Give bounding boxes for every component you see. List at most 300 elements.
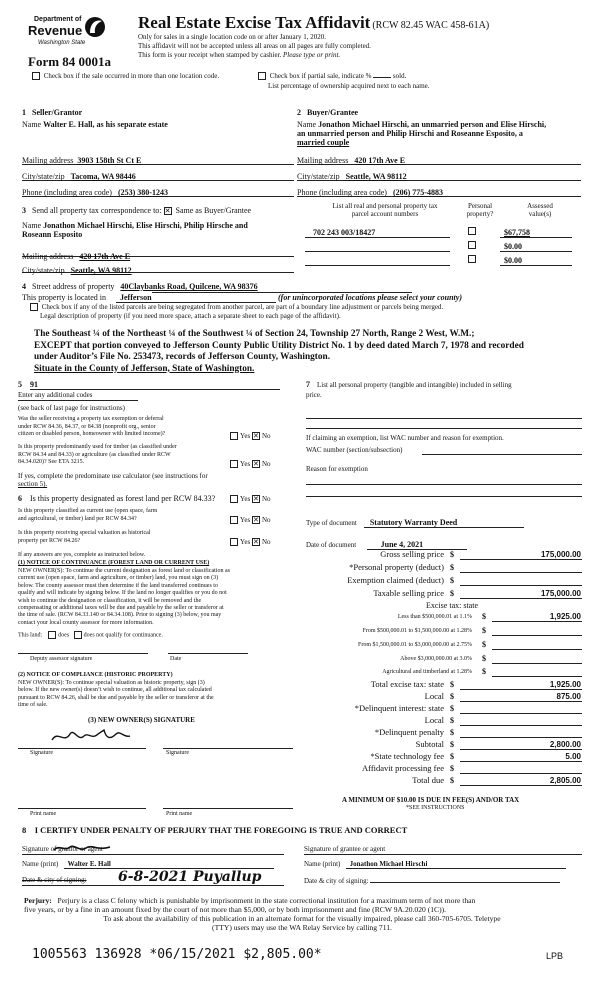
wac-label: WAC number (section/subsection): [306, 446, 403, 454]
local-label: Local: [424, 691, 444, 701]
personal-property-list: [306, 380, 582, 400]
owner-signature-label: Signature: [30, 750, 53, 756]
tech-fee-value[interactable]: 5.00: [460, 752, 582, 762]
nc-line-5: wish to continue the designation or classification, it will be removed and the: [18, 597, 202, 604]
personal-property-label-2: price.: [306, 391, 322, 399]
owner-print-label-2: Print name: [166, 811, 193, 817]
yes-label: Yes: [240, 432, 251, 440]
owner-print-field[interactable]: [18, 808, 146, 809]
delinquent-state-value[interactable]: [460, 704, 582, 714]
perjury-text-4: (TTY) users may use the WA Relay Service by calling 711.: [212, 923, 392, 932]
doc-date-label: Date of document: [306, 541, 357, 549]
buyer-name-3[interactable]: married couple: [297, 138, 350, 148]
grantee-date-field[interactable]: [370, 882, 560, 883]
nc-line-1: NEW OWNER(S): To continue the current designation as forest land or classification as: [18, 568, 230, 574]
subtotal-value[interactable]: 2,800.00: [460, 740, 582, 750]
delinquent-local-label: Local: [424, 715, 444, 725]
additional-codes-field[interactable]: [18, 400, 138, 401]
exemption-deduct-value[interactable]: [460, 576, 582, 586]
calc-note: [18, 472, 208, 488]
seller-mailing-row: [22, 156, 141, 165]
no-label: No: [261, 460, 271, 468]
section-7-num: 7: [306, 380, 310, 389]
dollar-sign: $: [450, 764, 454, 773]
certify-row: [22, 826, 407, 836]
nc-line-4: qualify and will indicate by signing below. If the land no longer qualifies or you do not: [18, 590, 227, 597]
new-owner-signature-title: (3) NEW OWNER(S) SIGNATURE: [88, 716, 195, 724]
personal-property-checkbox[interactable]: [468, 241, 476, 249]
bracket-1-value[interactable]: 1,925.00: [492, 612, 582, 622]
seller-phone-label: Phone (including area code): [22, 188, 112, 197]
minimum-note: A MINIMUM OF $10.00 IS DUE IN FEE(S) AND/OR TAX: [342, 796, 520, 804]
grantee-print-row: [304, 860, 566, 869]
nc-line-7: the time of sale. (RCW 84.33.140 or 84.34.108). Prior to signing (3) below, you may: [18, 612, 222, 619]
seller-city-label: City/state/zip: [22, 172, 65, 181]
q-timber-no-checkbox[interactable]: [252, 460, 260, 468]
q-current-use-no-checkbox[interactable]: [252, 516, 260, 524]
personal-deduct-label: *Personal property (deduct): [349, 562, 444, 572]
parcel-row: [305, 228, 450, 238]
exemption-deduct-label: Exemption claimed (deduct): [347, 575, 444, 585]
q-historic-answer: [230, 538, 271, 546]
reason-field[interactable]: [306, 484, 582, 485]
correspondence-mailing-label: Mailing address: [22, 252, 74, 261]
dor-logo: [28, 14, 108, 54]
nc-line-6: compensating or additional taxes will be due and payable by the seller or transferor at: [18, 605, 224, 612]
bracket-3-value[interactable]: [492, 640, 582, 650]
assessed-value[interactable]: $67,758: [504, 228, 530, 237]
assessed-value-cell: [500, 256, 572, 266]
header-note-3a: This form is your receipt when stamped by cashier.: [138, 51, 284, 59]
parcel-col-header-1: List all real and personal property tax: [332, 202, 438, 210]
header-note-1: Only for sales in a single location code on or after January 1, 2020.: [138, 33, 326, 41]
form-title-rcw: (RCW 82.45 WAC 458-61A): [372, 20, 490, 31]
personal-property-line[interactable]: [306, 418, 582, 419]
county-select[interactable]: Jefferson: [116, 293, 276, 303]
grantor-date-handwritten[interactable]: 6-8-2021 Puyallup: [118, 869, 262, 885]
form-title-text: Real Estate Excise Tax Affidavit: [138, 13, 371, 32]
bracket-3-label: From $1,500,000.01 to $3,000,000.00 at 2.75%: [358, 642, 472, 648]
dollar-sign: $: [450, 680, 454, 689]
dollar-sign: $: [450, 589, 454, 598]
dollar-sign: $: [450, 740, 454, 749]
nh-line-2: below. If the new owner(s) doesn’t wish to continue, all additional tax calculated: [18, 687, 212, 694]
seller-city[interactable]: Tacoma, WA 98446: [70, 172, 136, 181]
q-historic-yes-checkbox[interactable]: [230, 538, 238, 546]
seller-mailing[interactable]: 3903 158th St Ct E: [77, 156, 142, 165]
section-6: [18, 494, 300, 824]
legal-line-3: under Auditor’s File No. 253473, records of Jefferson County, Washington.: [34, 352, 331, 362]
delinquent-state-label: *Delinquent interest: state: [354, 703, 444, 713]
gross-price-label: Gross selling price: [380, 549, 444, 559]
perjury-line-1: [24, 896, 580, 905]
agency-line1: Department of: [34, 16, 82, 23]
local-value[interactable]: 875.00: [460, 692, 582, 702]
dollar-sign: $: [482, 667, 486, 676]
legal-line-4: Situate in the County of Jefferson, State of Washington.: [34, 363, 255, 374]
unincorporated-note: (for unincorporated locations please select your county): [277, 293, 462, 302]
assessed-col-header-1: Assessed: [527, 202, 553, 210]
q-current-use-1: Is this property classified as current use (open space, farm: [18, 508, 158, 514]
personal-property-label-1: List all personal property (tangible and intangible) included in selling: [317, 381, 512, 389]
section-6-num: 6: [18, 494, 22, 503]
grantor-print-label: Name (print): [22, 860, 59, 868]
q-timber-answer: [230, 460, 271, 468]
q-forest: [18, 494, 215, 503]
deputy-date-field[interactable]: [168, 653, 248, 654]
buyer-mailing[interactable]: 420 17th Ave E: [354, 156, 406, 165]
boundary-row: [30, 303, 443, 311]
buyer-mailing-label: Mailing address: [297, 156, 349, 165]
assessed-value[interactable]: $0.00: [504, 242, 522, 251]
owner-print-field-2[interactable]: [163, 808, 293, 809]
q-current-use-2: and agricultural, or timber) land per RCW 84.34?: [18, 515, 137, 522]
exemption-label: If claiming an exemption, list WAC number and reason for exemption.: [306, 434, 504, 442]
parcel-col-header-2: parcel account numbers: [351, 210, 419, 219]
correspondence-city-label: City/state/zip: [22, 266, 65, 275]
notice-continuance-body: [18, 568, 298, 627]
taxable-price-value[interactable]: 175,000.00: [460, 589, 582, 599]
section-1: [22, 108, 294, 210]
deputy-signature-label: Deputy assessor signature: [30, 656, 93, 662]
correspondence-city-row: [22, 266, 132, 275]
tech-fee-label: *State technology fee: [370, 751, 444, 761]
same-as-buyer-label: Same as Buyer/Grantee: [175, 206, 252, 215]
bracket-4-label: Above $3,000,000.00 at 3.0%: [400, 656, 472, 662]
perjury-text-1: Perjury is a class C felony which is punishable by imprisonment in the state correctional institution for a maximum term of not more than: [57, 896, 476, 905]
q-historic: [18, 530, 150, 545]
delinquent-penalty-value[interactable]: [460, 728, 582, 738]
grantor-signature-field[interactable]: [22, 854, 284, 855]
processing-fee-label: Affidavit processing fee: [362, 763, 444, 773]
no-label: No: [261, 432, 271, 440]
certify-text: I CERTIFY UNDER PENALTY OF PERJURY THAT THE FOREGOING IS TRUE AND CORRECT: [34, 825, 408, 835]
location-code[interactable]: 91: [30, 380, 280, 390]
wac-field[interactable]: [422, 454, 582, 455]
parcel-row: [305, 242, 450, 252]
does-label: does: [58, 632, 70, 639]
header-note-3: [138, 51, 340, 59]
dor-swoosh-icon: [84, 14, 106, 42]
perjury-text-2: five years, or by a fine in an amount fixed by the court of not more than $5,000, or by both imprisonment and fine (RCW 9A.20.020 (1C)).: [24, 905, 447, 914]
owner-signature-field[interactable]: [18, 748, 146, 749]
assessed-col-header: [510, 202, 570, 218]
reason-field[interactable]: [306, 496, 582, 497]
buyer-name-1[interactable]: Jonathon Michael Hirschi, an unmarried person and Elise Hirschi,: [318, 120, 547, 129]
header-note-2: This affidavit will not be accepted unless all areas on all pages are fully completed.: [138, 42, 371, 50]
cashier-initials: LPB: [546, 951, 564, 961]
assessed-value[interactable]: $0.00: [504, 256, 522, 265]
total-state-value[interactable]: 1,925.00: [460, 680, 582, 690]
section-8-num: 8: [22, 825, 27, 835]
seller-name[interactable]: Walter E. Hall, as his separate estate: [43, 120, 168, 129]
this-land-label: This land:: [18, 632, 43, 639]
q-exemption: [18, 416, 165, 439]
nh-line-3: pursuant to RCW 84.26, shall be due and payable by the seller or transferor at the: [18, 694, 214, 701]
legal-label: Legal description of property (if you need more space, attach a separate sheet to each page of the affidavit).: [40, 312, 341, 320]
section-4-num: 4: [22, 282, 26, 291]
q-historic-2: property per RCW 84.26?: [18, 537, 81, 544]
excise-state-label: Excise tax: state: [426, 601, 478, 610]
yes-label: Yes: [240, 460, 251, 468]
boundary-checkbox[interactable]: [30, 303, 38, 311]
parcel-table: [305, 202, 581, 265]
any-yes-note: If any answers are yes, complete as instructed below.: [18, 552, 146, 558]
cashier-receipt: 1005563 136928 *06/15/2021 $2,805.00*: [32, 947, 322, 962]
section-2: [297, 108, 581, 210]
seller-mailing-label: Mailing address: [22, 156, 74, 165]
same-as-buyer-checkbox[interactable]: [164, 207, 172, 215]
county-row: [22, 293, 462, 303]
dollar-sign: $: [450, 576, 454, 585]
parcel-row: [305, 256, 450, 266]
grantor-print-name[interactable]: Walter E. Hall: [64, 860, 274, 869]
header-note-3b: Please type or print.: [283, 51, 341, 59]
q-current-use-yes-checkbox[interactable]: [230, 516, 238, 524]
q-exemption-1: Was the seller receiving a property tax exemption or deferral: [18, 416, 164, 422]
q-current-use: [18, 508, 157, 523]
doc-type-label: Type of document: [306, 519, 357, 527]
no-label: No: [261, 538, 271, 546]
correspondence-city[interactable]: Seattle, WA 98112: [70, 266, 132, 275]
seller-city-row: [22, 172, 136, 181]
notice-compliance-body: [18, 680, 298, 710]
partial-sale-pct-field[interactable]: [373, 77, 391, 78]
yes-label: Yes: [240, 495, 251, 503]
doc-type-row: [306, 518, 524, 528]
section-3: [22, 204, 294, 282]
total-state-label: Total excise tax: state: [370, 679, 444, 689]
notice-continuance-title: (1) NOTICE OF CONTINUANCE (FOREST LAND OR CURRENT USE): [18, 560, 210, 566]
parcel-col-header: [315, 202, 455, 218]
parcel-number[interactable]: 702 243 003/18427: [313, 228, 376, 237]
grantee-print-label: Name (print): [304, 860, 341, 868]
street-row: [22, 282, 258, 291]
buyer-city-row: [297, 172, 407, 181]
personal-col-header: [460, 202, 500, 218]
delinquent-local-value[interactable]: [460, 716, 582, 726]
calc-note-2: section 5).: [18, 480, 48, 488]
q-timber-3: 84.34.020)? See ETA 3215.: [18, 459, 85, 465]
nh-line-1: NEW OWNER(S): To continue special valuation as historic property, sign (3): [18, 680, 205, 686]
correspondence-name-1[interactable]: Jonathon Michael Hirschi, Elise Hirschi, Philip Hirsche and: [43, 221, 248, 230]
bracket-4-value[interactable]: [492, 654, 582, 664]
buyer-name-2[interactable]: an unmarried person and Philip Hirschi and Roseanne Esposito, a: [297, 129, 523, 139]
doc-date[interactable]: June 4, 2021: [367, 540, 467, 550]
agency-line2: Revenue: [28, 23, 83, 38]
subtotal-label: Subtotal: [415, 739, 444, 749]
partial-sale-sold: sold.: [392, 72, 407, 80]
dollar-sign: $: [482, 640, 486, 649]
list-pct-note: List percentage of ownership acquired next to each name.: [268, 82, 430, 90]
q-forest-yes-checkbox[interactable]: [230, 495, 238, 503]
legal-description[interactable]: [34, 329, 524, 375]
additional-codes-label: Enter any additional codes: [18, 391, 93, 399]
correspondence-mailing-row: [22, 252, 130, 261]
signature-scribble-icon: [48, 726, 134, 748]
bracket-2-label: From $500,000.01 to $1,500,000.00 at 1.28%: [362, 628, 472, 634]
section-1-num: 1: [22, 108, 26, 117]
buyer-mailing-row: [297, 156, 405, 165]
perjury-text-3: To ask about the availability of this publication in an alternate format for the visually impaired, please call 360-705-6705. Teletype: [103, 914, 501, 923]
q-exemption-yes-checkbox[interactable]: [230, 432, 238, 440]
section-2-num: 2: [297, 108, 301, 117]
q-timber: [18, 444, 177, 467]
buyer-name-row: [297, 120, 581, 148]
total-due-label: Total due: [412, 775, 444, 785]
q-timber-yes-checkbox[interactable]: [230, 460, 238, 468]
see-back-label: (see back of last page for instructions): [18, 404, 125, 412]
dollar-sign: $: [482, 626, 486, 635]
correspondence-name-label: Name: [22, 221, 42, 230]
q-exemption-3: citizen or disabled person, homeowner with limited income)?: [18, 431, 166, 437]
q-exemption-2: under RCW 84.36, 84.37, or 84.38 (nonprofit org., senior: [18, 423, 156, 430]
multi-location-checkbox[interactable]: [32, 72, 40, 80]
seller-phone[interactable]: (253) 380-1243: [117, 188, 168, 197]
q-historic-1: Is this property receiving special valuation as historical: [18, 530, 151, 536]
legal-line-1: The Southeast ¼ of the Northeast ¼ of the Southwest ¼ of Section 24, Township 27 North, Range 2 West, W.M.;: [34, 329, 475, 339]
boundary-label: Check box if any of the listed parcels are being segregated from another parcel, are part of a boundary line adjustment or parcels being merged.: [41, 303, 444, 311]
personal-property-checkbox[interactable]: [468, 227, 476, 235]
section-1-heading: [22, 108, 82, 117]
continuance-row: [18, 631, 163, 639]
personal-property-line[interactable]: [306, 428, 582, 429]
grantee-signature-label: Signature of grantee or agent: [304, 845, 386, 853]
owner-signature-label-2: Signature: [166, 750, 189, 756]
grantor-signature-scribble-icon: [52, 842, 112, 854]
section-3-num: 3: [22, 206, 26, 215]
taxable-price-label: Taxable selling price: [373, 588, 444, 598]
personal-property-checkbox[interactable]: [468, 255, 476, 263]
form-number: Form 84 0001a: [28, 54, 112, 69]
section-5-num: 5: [18, 380, 22, 389]
correspondence-mailing[interactable]: 420 17th Ave E: [79, 252, 131, 261]
nc-line-3: below. The county assessor must then determine if the land transferred continues to: [18, 582, 218, 589]
nc-line-2: current use (open space, farm and agriculture, or timber) land, you must sign on (3): [18, 575, 219, 582]
total-due-value[interactable]: 2,805.00: [460, 776, 582, 786]
dollar-sign: $: [482, 612, 486, 621]
does-not-label: does not qualify for continuance.: [83, 632, 163, 639]
deputy-date-label: Date: [170, 656, 182, 662]
partial-sale-row: [258, 72, 406, 80]
buyer-phone-label: Phone (including area code): [297, 188, 387, 197]
section-2-heading: [297, 108, 358, 117]
form-title: [138, 13, 489, 33]
processing-fee-value[interactable]: [460, 764, 582, 774]
assessed-value-cell: [500, 242, 572, 252]
buyer-city-label: City/state/zip: [297, 172, 340, 181]
q-exemption-no-checkbox[interactable]: [252, 432, 260, 440]
yes-label: Yes: [240, 538, 251, 546]
section-5: [18, 380, 300, 496]
partial-sale-checkbox[interactable]: [258, 72, 266, 80]
multi-location-label: Check box if the sale occurred in more than one location code.: [43, 72, 220, 80]
assessed-value-cell: [500, 228, 572, 238]
doc-type[interactable]: Statutory Warranty Deed: [364, 518, 524, 528]
buyer-phone-row: [297, 188, 443, 197]
notice-compliance-title: (2) NOTICE OF COMPLIANCE (HISTORIC PROPERTY): [18, 672, 173, 678]
personal-deduct-value[interactable]: [460, 563, 582, 573]
grantee-date-row: [304, 877, 560, 885]
owner-print-label: Print name: [30, 811, 57, 817]
dollar-sign: $: [450, 692, 454, 701]
does-not-qualify-checkbox[interactable]: [74, 631, 82, 639]
grantor-print-row: [22, 860, 274, 869]
section-4: [22, 282, 582, 382]
personal-col-header-1: Personal: [467, 202, 493, 210]
yes-label: Yes: [240, 516, 251, 524]
dollar-sign: $: [450, 776, 454, 785]
deputy-signature-field[interactable]: [18, 653, 148, 654]
q-timber-2: RCW 84.34 and 84.33) or agriculture (as classified under RCW: [18, 451, 171, 458]
q-forest-no-checkbox[interactable]: [252, 495, 260, 503]
reason-label: Reason for exemption: [306, 465, 368, 473]
dollar-sign: $: [450, 716, 454, 725]
section-8: [22, 826, 582, 896]
multi-location-row: [32, 72, 219, 80]
grantee-signature-field[interactable]: [304, 854, 582, 855]
q-historic-no-checkbox[interactable]: [252, 538, 260, 546]
delinquent-penalty-label: *Delinquent penalty: [374, 727, 444, 737]
bracket-5-value[interactable]: [492, 667, 582, 677]
section-2-title: Buyer/Grantee: [307, 108, 359, 117]
gross-price-value[interactable]: 175,000.00: [460, 550, 582, 560]
bracket-2-value[interactable]: [492, 626, 582, 636]
grantor-date-row: [22, 870, 284, 886]
bracket-1-label: Less than $500,000.01 at 1.1%: [397, 614, 472, 620]
seller-name-label: Name: [22, 120, 42, 129]
dollar-sign: $: [482, 654, 486, 663]
no-label: No: [261, 516, 271, 524]
q-current-use-answer: [230, 516, 271, 524]
buyer-name-label: Name: [297, 120, 317, 129]
dollar-sign: $: [450, 752, 454, 761]
no-label: No: [261, 495, 271, 503]
seller-name-row: [22, 120, 168, 129]
does-qualify-checkbox[interactable]: [48, 631, 56, 639]
grantee-print-name[interactable]: Jonathon Michael Hirschi: [346, 860, 566, 869]
perjury-notice: [24, 896, 580, 932]
q-forest-answer: [230, 495, 271, 503]
correspondence-name-2[interactable]: Roseann Esposito: [22, 230, 83, 240]
q-forest-label: Is this property designated as forest land per RCW 84.33?: [30, 494, 216, 503]
section-1-title: Seller/Grantor: [32, 108, 83, 117]
section-7: [306, 380, 584, 811]
q-exemption-answer: [230, 432, 271, 440]
assessed-col-header-2: value(s): [528, 210, 552, 219]
q-timber-1: Is this property predominantly used for timber (as classified under: [18, 444, 177, 450]
owner-signature-field-2[interactable]: [163, 748, 293, 749]
dollar-sign: $: [450, 550, 454, 559]
section-5-code-row: [18, 380, 280, 390]
section-3-heading: [22, 206, 251, 215]
property-street[interactable]: 40Claybanks Road, Quilcene, WA 98376: [120, 282, 258, 291]
dollar-sign: $: [450, 704, 454, 713]
nh-line-4: time of sale.: [18, 702, 48, 709]
buyer-city[interactable]: Seattle, WA 98112: [345, 172, 407, 181]
seller-phone-row: [22, 188, 168, 197]
nc-line-8: contact your local county assessor for more information.: [18, 619, 154, 626]
personal-col-header-2: property?: [466, 210, 494, 219]
correspondence-name: [22, 221, 294, 239]
grantor-date-label: Date & city of signing:: [22, 876, 87, 884]
dollar-sign: $: [450, 563, 454, 572]
buyer-phone[interactable]: (206) 775-4883: [392, 188, 443, 197]
bracket-5-label: Agricultural and timberland at 1.28%: [382, 669, 472, 675]
section-3-title: Send all property tax correspondence to:: [32, 206, 162, 215]
partial-sale-label: Check box if partial sale, indicate %: [269, 72, 372, 80]
street-label: Street address of property: [32, 282, 115, 291]
